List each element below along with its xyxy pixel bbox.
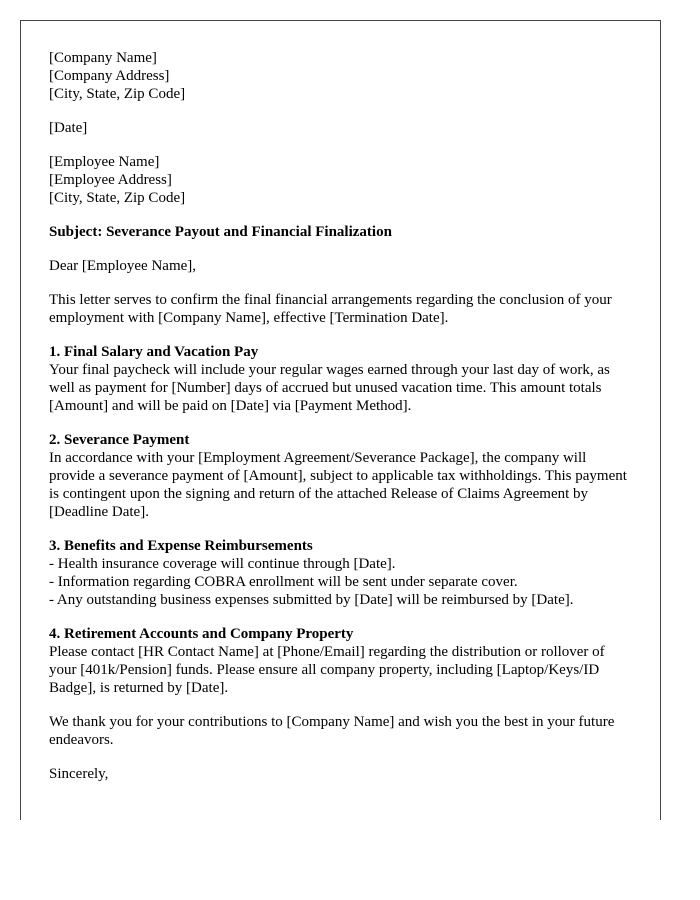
list-item: - Any outstanding business expenses submitted by [Date] will be reimbursed by [Date]. [49,592,574,608]
benefits-list [49,555,632,609]
section-heading: 3. Benefits and Expense Reimbursements [49,538,313,554]
letter-page [20,20,661,820]
section-retirement-property [49,625,632,697]
section-body: In accordance with your [Employment Agreement/Severance Package], the company will provide a severance payment of [Amount], subject to applicable tax withholdings. This payment is contingent upon the signing and return of the attached Release of Claims Agreement by [Deadline Date]. [49,450,627,520]
letter-subject: Subject: Severance Payout and Financial Finalization [49,224,392,240]
recipient-address-block [49,153,632,207]
section-body: Please contact [HR Contact Name] at [Phone/Email] regarding the distribution or rollover of your [401k/Pension] funds. Please ensure all company property, including [Laptop/Keys/ID Badge], is returned by [Date]. [49,644,605,696]
salutation: Dear [Employee Name], [49,258,197,274]
recipient-employee-name: [Employee Name] [49,154,160,170]
sender-company-name: [Company Name] [49,50,157,66]
sign-off: Sincerely, [49,766,109,782]
sender-address-block [49,49,632,103]
section-final-salary [49,343,632,415]
intro-paragraph: This letter serves to confirm the final financial arrangements regarding the conclusion of your employment with [Company Name], effective [Termination Date]. [49,292,612,326]
sender-company-address: [Company Address] [49,68,170,84]
recipient-employee-address: [Employee Address] [49,172,172,188]
list-item: - Information regarding COBRA enrollment will be sent under separate cover. [49,574,518,590]
section-heading: 2. Severance Payment [49,432,190,448]
letter-date: [Date] [49,120,88,136]
recipient-city-state-zip: [City, State, Zip Code] [49,190,186,206]
sender-city-state-zip: [City, State, Zip Code] [49,86,186,102]
section-severance-payment [49,431,632,521]
section-benefits-expenses [49,537,632,609]
list-item: - Health insurance coverage will continue through [Date]. [49,556,396,572]
section-body: Your final paycheck will include your regular wages earned through your last day of work, as well as payment for [Number] days of accrued but unused vacation time. This amount totals [Amount] and will be paid on [Date] via [Payment Method]. [49,362,610,414]
section-heading: 1. Final Salary and Vacation Pay [49,344,259,360]
section-heading: 4. Retirement Accounts and Company Property [49,626,354,642]
closing-paragraph: We thank you for your contributions to [Company Name] and wish you the best in your future endeavors. [49,714,615,748]
